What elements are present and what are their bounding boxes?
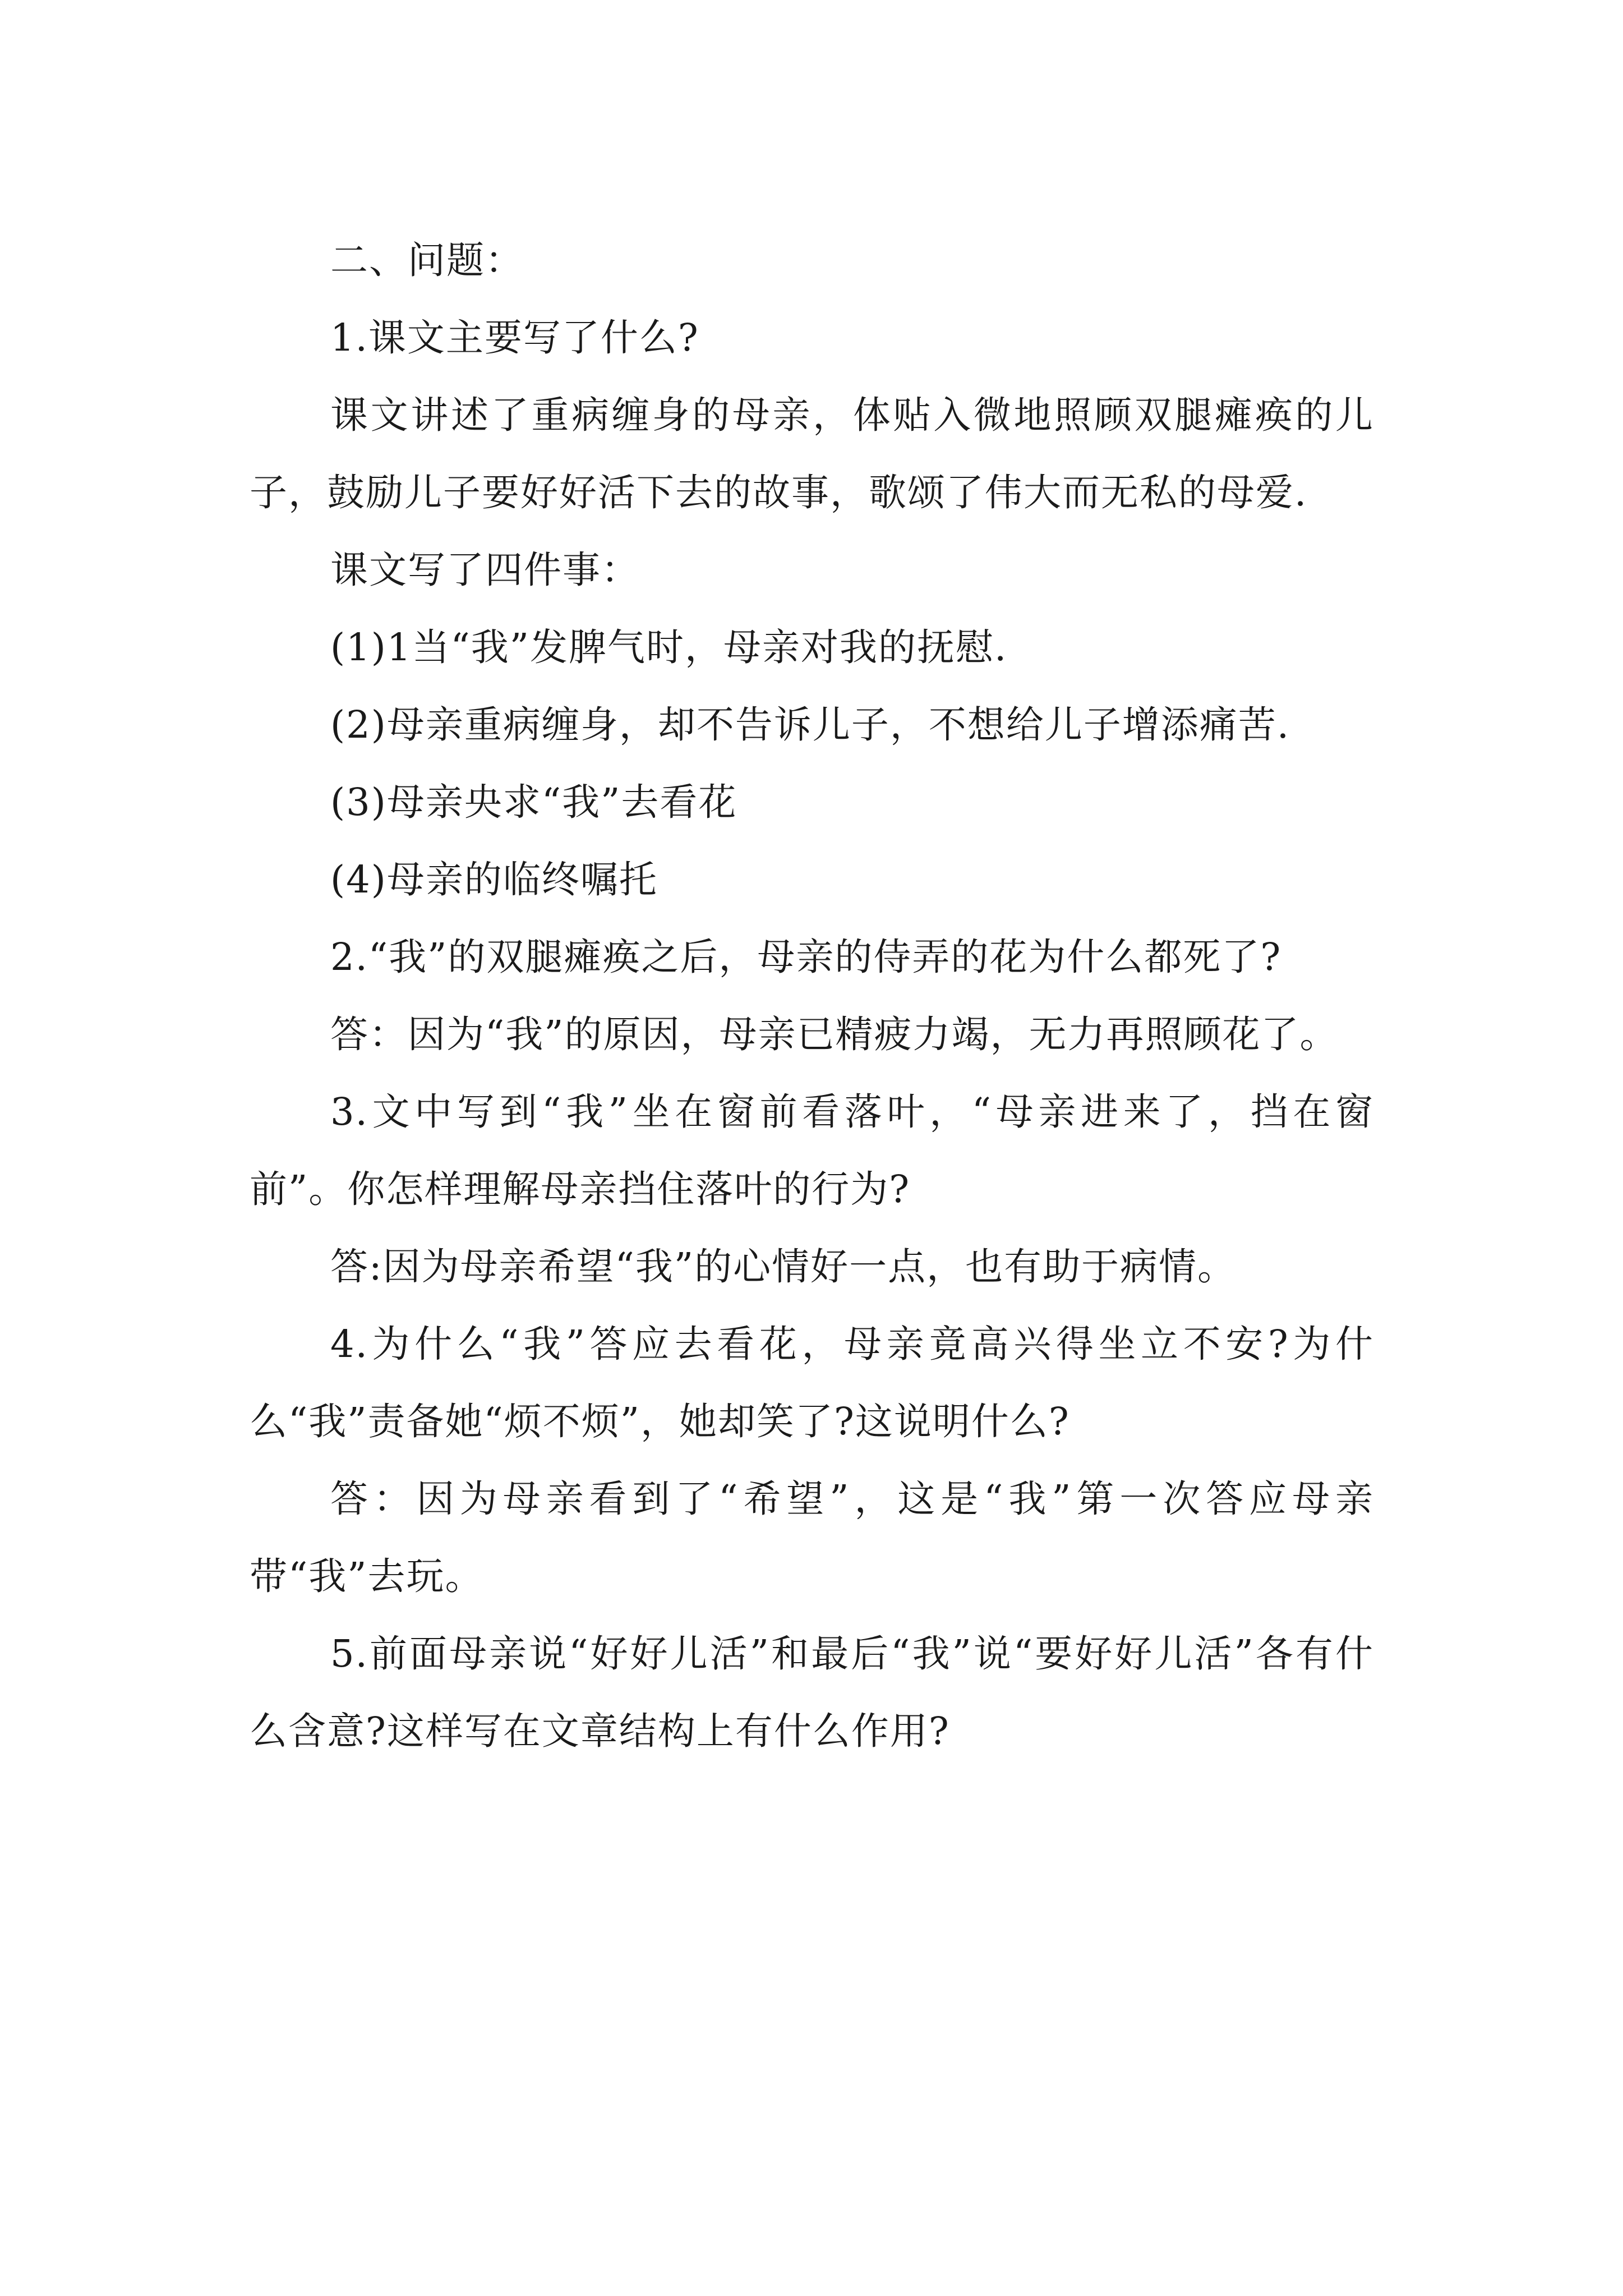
question-2: 2.“我”的双腿瘫痪之后，母亲的侍弄的花为什么都死了? <box>330 935 1282 979</box>
answer-1-event-4: (4)母亲的临终嘱托 <box>330 858 658 901</box>
answer-3: 答:因为母亲希望“我”的心情好一点，也有助于病情。 <box>330 1245 1237 1289</box>
answer-4: 答：因为母亲看到了“希望”，这是“我”第一次答应母亲带“我”去玩。 <box>250 1477 1374 1598</box>
question-4: 4.为什么“我”答应去看花，母亲竟高兴得坐立不安?为什么“我”责备她“烦不烦”，她却笑了?这说明什么? <box>250 1322 1374 1443</box>
question-3: 3.文中写到“我”坐在窗前看落叶，“母亲进来了，挡在窗前”。你怎样理解母亲挡住落叶的行为? <box>250 1090 1374 1211</box>
document-body <box>250 222 1374 1770</box>
answer-1-event-1: (1)1当“我”发脾气时，母亲对我的抚慰. <box>330 625 1008 669</box>
answer-1-events-intro: 课文写了四件事： <box>330 548 640 592</box>
answer-1-summary: 课文讲述了重病缠身的母亲，体贴入微地照顾双腿瘫痪的儿子，鼓励儿子要好好活下去的故事，歌颂了伟大而无私的母爱. <box>250 393 1374 514</box>
section-heading: 二、问题： <box>330 238 524 282</box>
answer-1-event-2: (2)母亲重病缠身，却不告诉儿子，不想给儿子增添痛苦. <box>330 703 1290 747</box>
question-1: 1.课文主要写了什么? <box>330 316 699 360</box>
question-5: 5.前面母亲说“好好儿活”和最后“我”说“要好好儿活”各有什么含意?这样写在文章结构上有什么作用? <box>250 1632 1375 1753</box>
answer-2: 答：因为“我”的原因，母亲已精疲力竭，无力再照顾花了。 <box>330 1013 1339 1056</box>
answer-1-event-3: (3)母亲央求“我”去看花 <box>330 780 737 824</box>
